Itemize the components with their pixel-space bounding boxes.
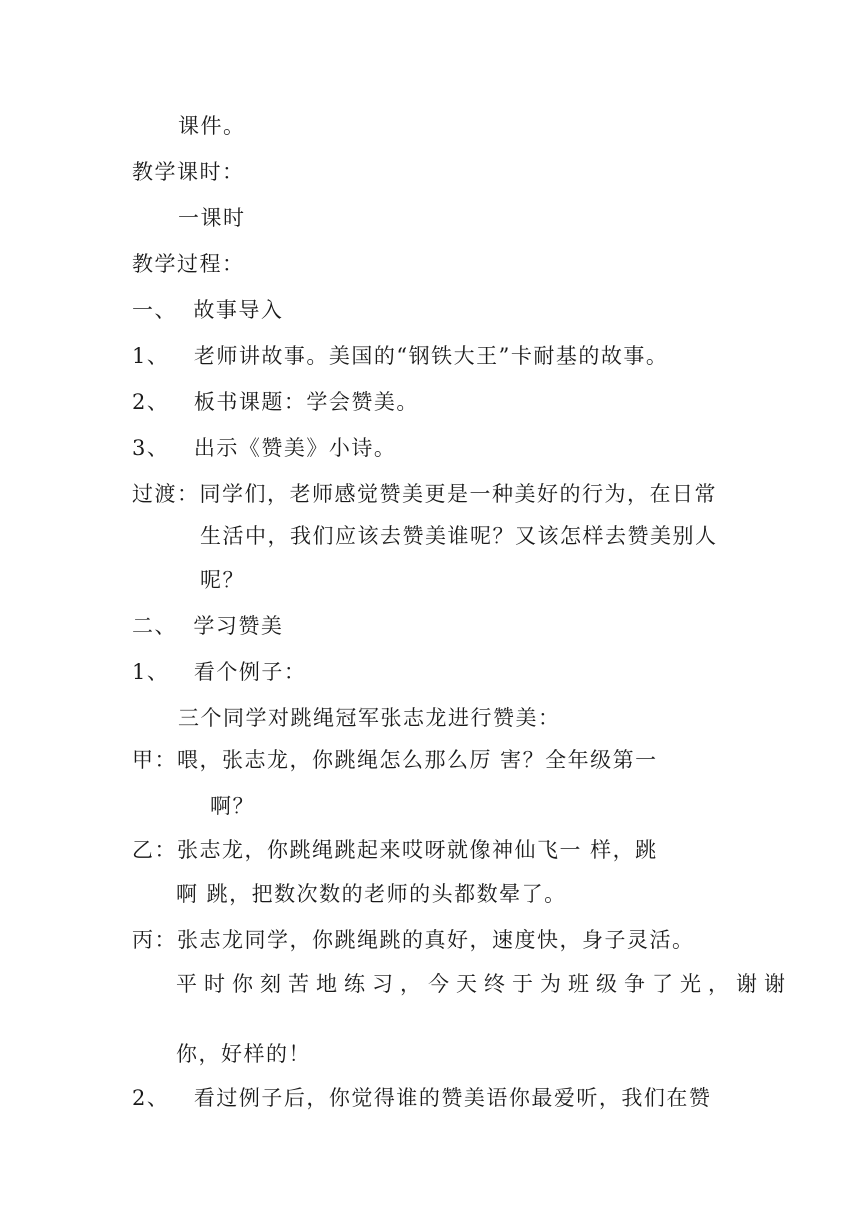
transition-paragraph-cont: 呢？ bbox=[200, 568, 245, 592]
list-item: 1、 老师讲故事。美国的“钢铁大王”卡耐基的故事。 bbox=[132, 344, 669, 368]
list-item: 3、 出示《赞美》小诗。 bbox=[132, 436, 397, 460]
list-item: 1、 看个例子： bbox=[132, 660, 307, 684]
dialogue-line-cont: 平时你刻苦地练习，今天终于为班级争了光，谢谢 bbox=[176, 972, 792, 996]
dialogue-line: 乙：张志龙，你跳绳跳起来哎呀就像神仙飞一 样，跳 bbox=[132, 838, 658, 862]
dialogue-line: 甲：喂，张志龙，你跳绳怎么那么厉 害？全年级第一 bbox=[132, 748, 658, 772]
text-line: 课件。 bbox=[178, 114, 246, 138]
text-line: 一课时 bbox=[178, 206, 246, 230]
section-heading-lesson-hours: 教学课时： bbox=[132, 160, 245, 184]
heading-part-two: 二、 学习赞美 bbox=[132, 614, 284, 638]
section-heading-teaching-process: 教学过程： bbox=[132, 252, 245, 276]
dialogue-line-cont: 啊 跳，把数次数的老师的头都数晕了。 bbox=[176, 882, 567, 906]
dialogue-line-cont: 你，好样的！ bbox=[176, 1042, 311, 1066]
dialogue-line-cont: 啊？ bbox=[210, 794, 255, 818]
list-item: 2、 板书课题：学会赞美。 bbox=[132, 390, 419, 414]
transition-paragraph: 过渡：同学们，老师感觉赞美更是一种美好的行为，在日常 bbox=[132, 482, 717, 506]
list-item: 2、 看过例子后，你觉得谁的赞美语你最爱听，我们在赞 bbox=[132, 1086, 712, 1110]
transition-paragraph-cont: 生活中，我们应该去赞美谁呢？又该怎样去赞美别人 bbox=[200, 524, 718, 548]
text-line: 三个同学对跳绳冠军张志龙进行赞美： bbox=[178, 706, 561, 730]
heading-part-one: 一、 故事导入 bbox=[132, 298, 284, 322]
dialogue-line: 丙：张志龙同学，你跳绳跳的真好，速度快，身子灵活。 bbox=[132, 928, 695, 952]
